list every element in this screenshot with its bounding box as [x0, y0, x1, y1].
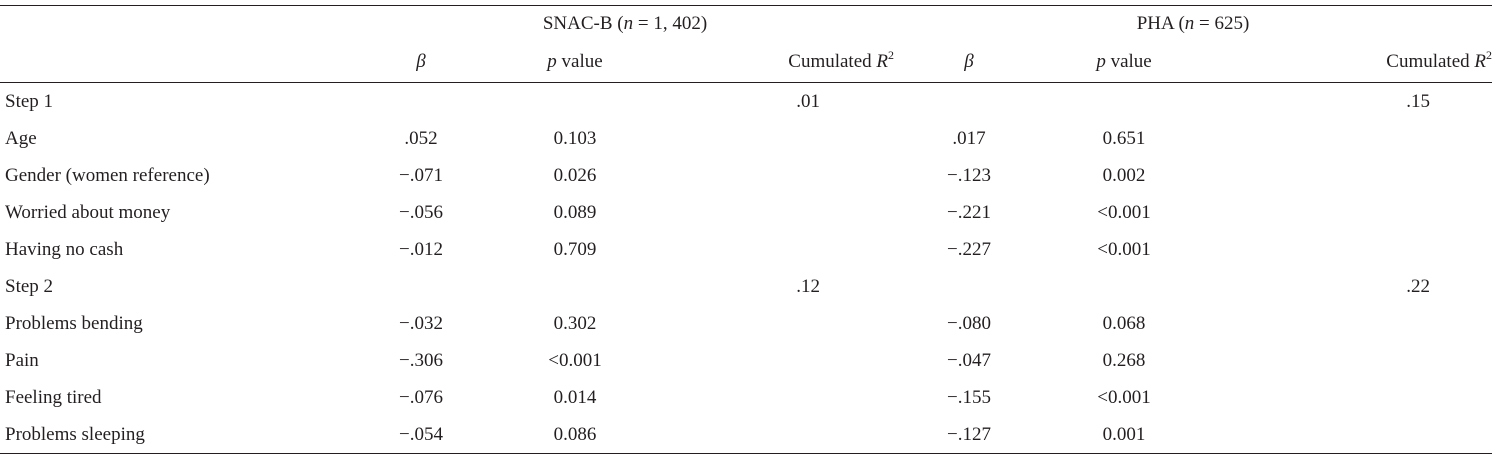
snac-r2-cell: .12	[796, 275, 821, 297]
row-label: Gender (women reference)	[5, 164, 210, 186]
r-symbol: R	[1474, 51, 1487, 72]
row-label: Problems sleeping	[0, 416, 356, 454]
pha-p-cell: 0.068	[1102, 312, 1146, 334]
snac-beta-cell: .052	[404, 127, 438, 149]
snac-p-cell	[486, 83, 664, 121]
snac-r2-cell	[664, 120, 894, 157]
column-header-row	[0, 42, 1492, 83]
pha-p-cell: <0.001	[1097, 238, 1151, 260]
cumulated-text: Cumulated	[788, 51, 877, 72]
snac-beta-cell: −.012	[399, 238, 443, 260]
r-superscript: 2	[888, 48, 895, 62]
snac-p-cell	[486, 268, 664, 305]
snac-r2-cell	[664, 305, 894, 342]
snac-r2-cell: .01	[796, 90, 821, 112]
header-blank-cell	[0, 42, 356, 83]
snac-p-cell: 0.026	[553, 164, 597, 186]
pha-p-cell: 0.651	[1102, 127, 1146, 149]
snac-beta-cell: −.056	[399, 201, 443, 223]
table-body	[0, 83, 1492, 454]
beta-symbol: β	[964, 51, 974, 72]
pha-beta-cell	[894, 268, 1044, 305]
snac-beta-cell: −.032	[399, 312, 443, 334]
snac-p-cell: 0.089	[553, 201, 597, 223]
snac-r2-cell	[664, 231, 894, 268]
pha-r2-cell: .15	[1406, 90, 1431, 112]
table-row	[0, 157, 1492, 194]
pha-beta-cell: −.047	[947, 349, 991, 371]
group-n-label: n	[623, 13, 634, 34]
regression-table	[0, 5, 1492, 454]
pha-r2-cell	[1204, 416, 1492, 454]
pha-r2-cell	[1204, 305, 1492, 342]
pha-r2-cell	[1204, 194, 1492, 231]
group-header-pha: PHA (n = 625)	[894, 6, 1492, 43]
pha-p-cell: 0.002	[1102, 164, 1146, 186]
pha-r2-cell	[1204, 157, 1492, 194]
pha-beta-cell	[894, 83, 1044, 121]
snac-beta-cell: −.076	[399, 386, 443, 408]
row-label: Age	[5, 127, 37, 149]
table-row	[0, 231, 1492, 268]
snac-beta-cell: −.306	[399, 349, 443, 371]
pha-r2-cell	[1204, 342, 1492, 379]
snac-r2-cell	[664, 379, 894, 416]
snac-beta-cell: −.071	[399, 164, 443, 186]
pha-r2-cell: .22	[1406, 275, 1431, 297]
group-header-snac-b: SNAC-B (n = 1, 402)	[356, 6, 894, 43]
pha-beta-cell: −.155	[947, 386, 991, 408]
snac-p-cell: 0.014	[553, 386, 597, 408]
r-symbol: R	[876, 51, 889, 72]
row-label: Having no cash	[5, 238, 124, 260]
snac-r2-cell	[664, 416, 894, 454]
p-symbol: p	[1096, 51, 1106, 72]
snac-r2-cell	[664, 157, 894, 194]
col-header-beta	[894, 42, 1044, 83]
row-label: Problems bending	[5, 312, 143, 334]
snac-beta-cell: −.054	[356, 416, 486, 454]
col-header-cumulated-r2	[664, 42, 894, 83]
group-header-row	[0, 6, 1492, 43]
table-row	[0, 83, 1492, 121]
p-value-text: value	[1105, 51, 1152, 72]
pha-beta-cell: −.221	[947, 201, 991, 223]
pha-beta-cell: .017	[952, 127, 986, 149]
pha-p-cell	[1044, 83, 1204, 121]
col-header-cumulated-r2	[1204, 42, 1492, 83]
snac-p-cell: 0.709	[553, 238, 597, 260]
pha-p-cell: <0.001	[1097, 201, 1151, 223]
row-label: Step 2	[5, 275, 54, 297]
row-label: Pain	[5, 349, 39, 371]
table-row	[0, 416, 1492, 454]
table-row	[0, 379, 1492, 416]
group-n-label: n	[1184, 13, 1195, 34]
snac-p-cell: 0.086	[486, 416, 664, 454]
cumulated-text: Cumulated	[1386, 51, 1475, 72]
table-row	[0, 268, 1492, 305]
snac-p-cell: <0.001	[548, 349, 602, 371]
col-header-p-value	[1044, 42, 1204, 83]
snac-p-cell: 0.302	[553, 312, 597, 334]
table-row	[0, 305, 1492, 342]
col-header-beta	[356, 42, 486, 83]
row-label: Feeling tired	[5, 386, 102, 408]
group-n-value: = 625)	[1194, 13, 1250, 34]
table-row	[0, 194, 1492, 231]
pha-p-cell: <0.001	[1097, 386, 1151, 408]
snac-beta-cell	[356, 83, 486, 121]
p-value-text: value	[556, 51, 603, 72]
table-row	[0, 120, 1492, 157]
pha-p-cell	[1044, 268, 1204, 305]
group-name: PHA	[1136, 13, 1174, 34]
p-symbol: p	[547, 51, 557, 72]
pha-r2-cell	[1204, 379, 1492, 416]
pha-beta-cell: −.227	[947, 238, 991, 260]
group-name: SNAC-B	[542, 13, 613, 34]
snac-p-cell: 0.103	[553, 127, 597, 149]
table-row	[0, 342, 1492, 379]
row-label: Worried about money	[5, 201, 171, 223]
col-header-p-value	[486, 42, 664, 83]
snac-beta-cell	[356, 268, 486, 305]
pha-beta-cell: −.123	[947, 164, 991, 186]
r-superscript: 2	[1486, 48, 1492, 62]
pha-r2-cell	[1204, 120, 1492, 157]
pha-p-cell: 0.268	[1102, 349, 1146, 371]
row-label: Step 1	[5, 90, 54, 112]
pha-p-cell: 0.001	[1044, 416, 1204, 454]
group-n-value: = 1, 402)	[633, 13, 708, 34]
pha-beta-cell: −.080	[947, 312, 991, 334]
snac-r2-cell	[664, 194, 894, 231]
beta-symbol: β	[416, 51, 426, 72]
pha-r2-cell	[1204, 231, 1492, 268]
header-blank-cell	[0, 6, 356, 43]
snac-r2-cell	[664, 342, 894, 379]
pha-beta-cell: −.127	[894, 416, 1044, 454]
